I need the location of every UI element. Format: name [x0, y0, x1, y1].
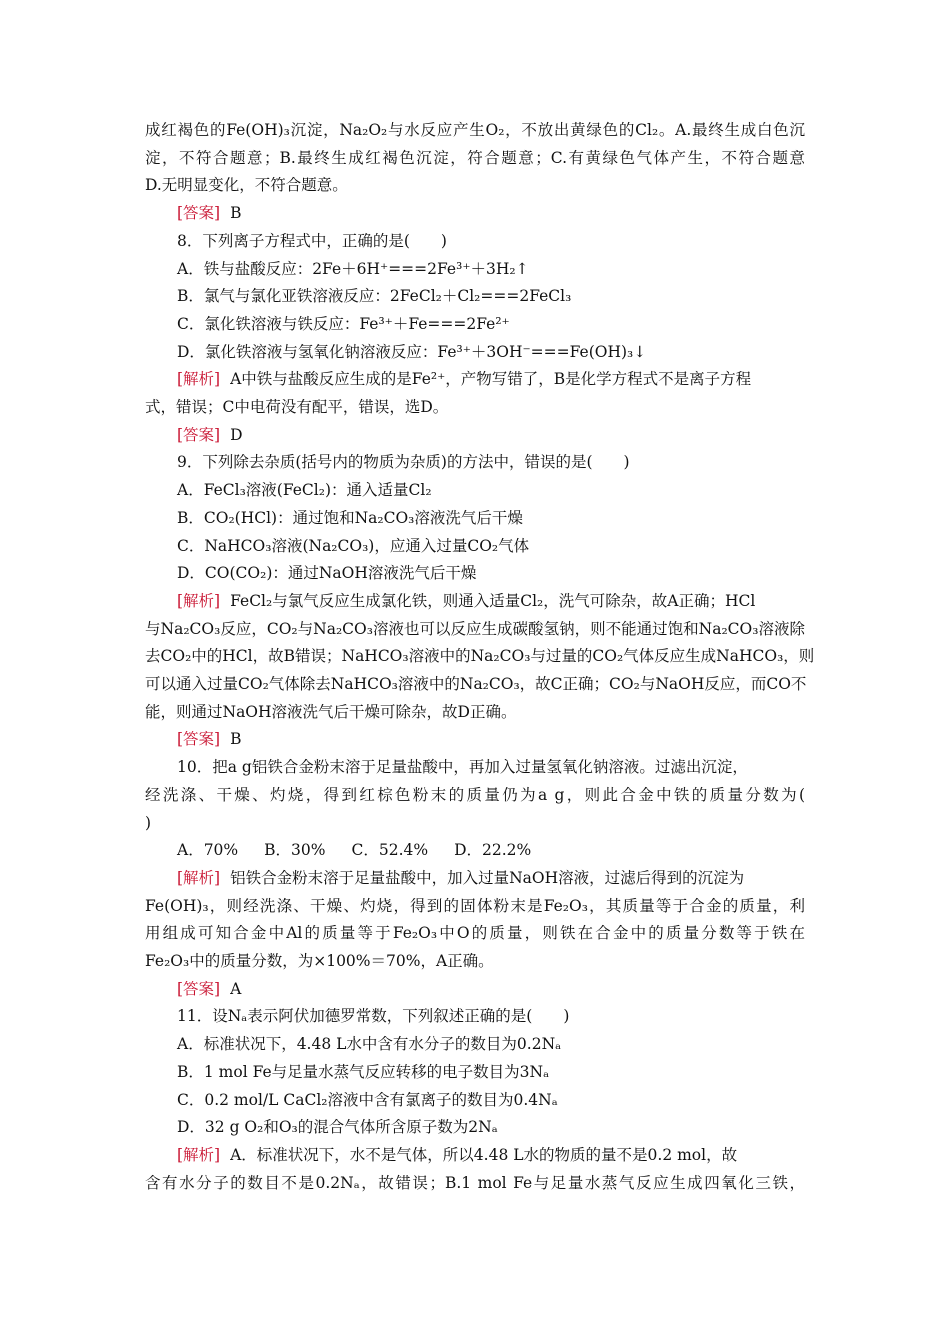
line-text: ) [145, 814, 152, 832]
line-text: C．0.2 mol/L CaCl₂溶液中含有氯离子的数目为0.4Nₐ [177, 1091, 558, 1109]
text-line [145, 698, 805, 726]
line-text: D．32 g O₂和O₃的混合气体所含原子数为2Nₐ [177, 1118, 498, 1136]
line-text: D.无明显变化，不符合题意。 [145, 176, 348, 194]
line-text: A中铁与盐酸反应生成的是Fe²⁺，产物写错了，B是化学方程式不是离子方程 [230, 370, 752, 388]
text-line [145, 1169, 805, 1197]
line-text: C．氯化铁溶液与铁反应：Fe³⁺＋Fe===2Fe²⁺ [177, 315, 510, 333]
line-text: B．1 mol Fe与足量水蒸气反应转移的电子数目为3Nₐ [177, 1063, 550, 1081]
line-text: D．CO(CO₂)：通过NaOH溶液洗气后干燥 [177, 564, 477, 582]
text-line [177, 587, 837, 615]
text-line [177, 1030, 837, 1058]
text-line [177, 1058, 837, 1086]
line-text: B．氯气与氯化亚铁溶液反应：2FeCl₂＋Cl₂===2FeCl₃ [177, 287, 572, 305]
line-text: Fe(OH)₃，则经洗涤、干燥、灼烧，得到的固体粉末是Fe₂O₃，其质量等于合金的质量，利 [145, 897, 805, 915]
text-line [177, 255, 837, 283]
line-text: 去CO₂中的HCl，故B错误；NaHCO₃溶液中的Na₂CO₃与过量的CO₂气体反应生成NaHCO₃，则 [145, 647, 815, 665]
text-line [177, 199, 837, 227]
text-line [177, 975, 837, 1003]
text-line [177, 1113, 837, 1141]
text-line [145, 809, 805, 837]
analysis-tag: [解析] [177, 592, 221, 610]
line-text: D [230, 426, 243, 444]
answer-option: B．30% [264, 841, 326, 859]
text-line [177, 1086, 837, 1114]
text-line [177, 864, 837, 892]
answer-tag: [答案] [177, 426, 221, 444]
text-line [177, 338, 837, 366]
line-text: 成红褐色的Fe(OH)₃沉淀，Na₂O₂与水反应产生O₂，不放出黄绿色的Cl₂。A.最终生成白色沉 [145, 121, 805, 139]
text-line [177, 1141, 837, 1169]
answer-tag: [答案] [177, 730, 221, 748]
analysis-tag: [解析] [177, 1146, 221, 1164]
text-line [177, 753, 837, 781]
text-line [177, 310, 837, 338]
line-text: Fe₂O₃中的质量分数，为×100%＝70%，A正确。 [145, 952, 494, 970]
text-line [177, 725, 837, 753]
line-text: 可以通入过量CO₂气体除去NaHCO₃溶液中的Na₂CO₃，故C正确；CO₂与NaOH反应，而CO不 [145, 675, 807, 693]
line-text: B．CO₂(HCl)：通过饱和Na₂CO₃溶液洗气后干燥 [177, 509, 523, 527]
text-line [145, 642, 815, 670]
line-text: 8．下列离子方程式中，正确的是( ) [177, 232, 447, 250]
analysis-tag: [解析] [177, 869, 221, 887]
line-text: A．标准状况下，水不是气体，所以4.48 L水的物质的量不是0.2 mol，故 [230, 1146, 738, 1164]
line-text: A．FeCl₃溶液(FeCl₂)：通入适量Cl₂ [177, 481, 432, 499]
text-line [145, 171, 805, 199]
text-line [177, 532, 837, 560]
line-text: 含有水分子的数目不是0.2Nₐ，故错误；B.1 mol Fe与足量水蒸气反应生成四氧化三铁， [145, 1174, 805, 1192]
line-text: B [230, 204, 242, 222]
text-line [177, 227, 837, 255]
text-line [177, 476, 837, 504]
line-text: D．氯化铁溶液与氢氧化钠溶液反应：Fe³⁺＋3OH⁻===Fe(OH)₃↓ [177, 343, 647, 361]
analysis-tag: [解析] [177, 370, 221, 388]
line-text: A [230, 980, 242, 998]
text-line [145, 892, 805, 920]
answer-option: A．70% [177, 841, 239, 859]
line-text: C．NaHCO₃溶液(Na₂CO₃)，应通入过量CO₂气体 [177, 537, 530, 555]
text-line [145, 393, 805, 421]
line-text: FeCl₂与氯气反应生成氯化铁，则通入适量Cl₂，洗气可除杂，故A正确；HCl [230, 592, 756, 610]
line-text: B [230, 730, 242, 748]
line-text: A．标准状况下，4.48 L水中含有水分子的数目为0.2Nₐ [177, 1035, 562, 1053]
text-line [177, 282, 837, 310]
text-line [145, 919, 805, 947]
line-text: 用组成可知合金中Al的质量等于Fe₂O₃中O的质量，则铁在合金中的质量分数等于铁在 [145, 924, 805, 942]
text-line [145, 947, 805, 975]
text-line [177, 365, 837, 393]
answer-tag: [答案] [177, 204, 221, 222]
line-text: 11．设Nₐ表示阿伏加德罗常数，下列叙述正确的是( ) [177, 1007, 570, 1025]
text-line [177, 504, 837, 532]
text-line [177, 559, 837, 587]
answer-option: C．52.4% [351, 841, 429, 859]
text-line [177, 1002, 837, 1030]
text-line [177, 421, 837, 449]
line-text: 与Na₂CO₃反应，CO₂与Na₂CO₃溶液也可以反应生成碳酸氢钠，则不能通过饱和Na₂CO₃溶液除 [145, 620, 805, 638]
line-text: 能，则通过NaOH溶液洗气后干燥可除杂，故D正确。 [145, 703, 517, 721]
line-text: 式，错误；C中电荷没有配平，错误，选D。 [145, 398, 449, 416]
text-line [145, 116, 805, 144]
text-line [145, 615, 805, 643]
text-line [145, 670, 805, 698]
line-text: 经洗涤、干燥、灼烧，得到红棕色粉末的质量仍为a g，则此合金中铁的质量分数为( [145, 786, 805, 804]
line-text: 10．把a g铝铁合金粉末溶于足量盐酸中，再加入过量氢氧化钠溶液。过滤出沉淀， [177, 758, 748, 776]
text-line [145, 781, 805, 809]
answer-tag: [答案] [177, 980, 221, 998]
text-line [177, 448, 837, 476]
line-text: A．铁与盐酸反应：2Fe＋6H⁺===2Fe³⁺＋3H₂↑ [177, 260, 529, 278]
answer-option: D．22.2% [454, 841, 532, 859]
line-text: 淀，不符合题意；B.最终生成红褐色沉淀，符合题意；C.有黄绿色气体产生，不符合题意 [145, 149, 805, 167]
text-line [177, 836, 837, 864]
line-text: 铝铁合金粉末溶于足量盐酸中，加入过量NaOH溶液，过滤后得到的沉淀为 [230, 869, 745, 887]
text-line [145, 144, 805, 172]
line-text: 9．下列除去杂质(括号内的物质为杂质)的方法中，错误的是( ) [177, 453, 630, 471]
